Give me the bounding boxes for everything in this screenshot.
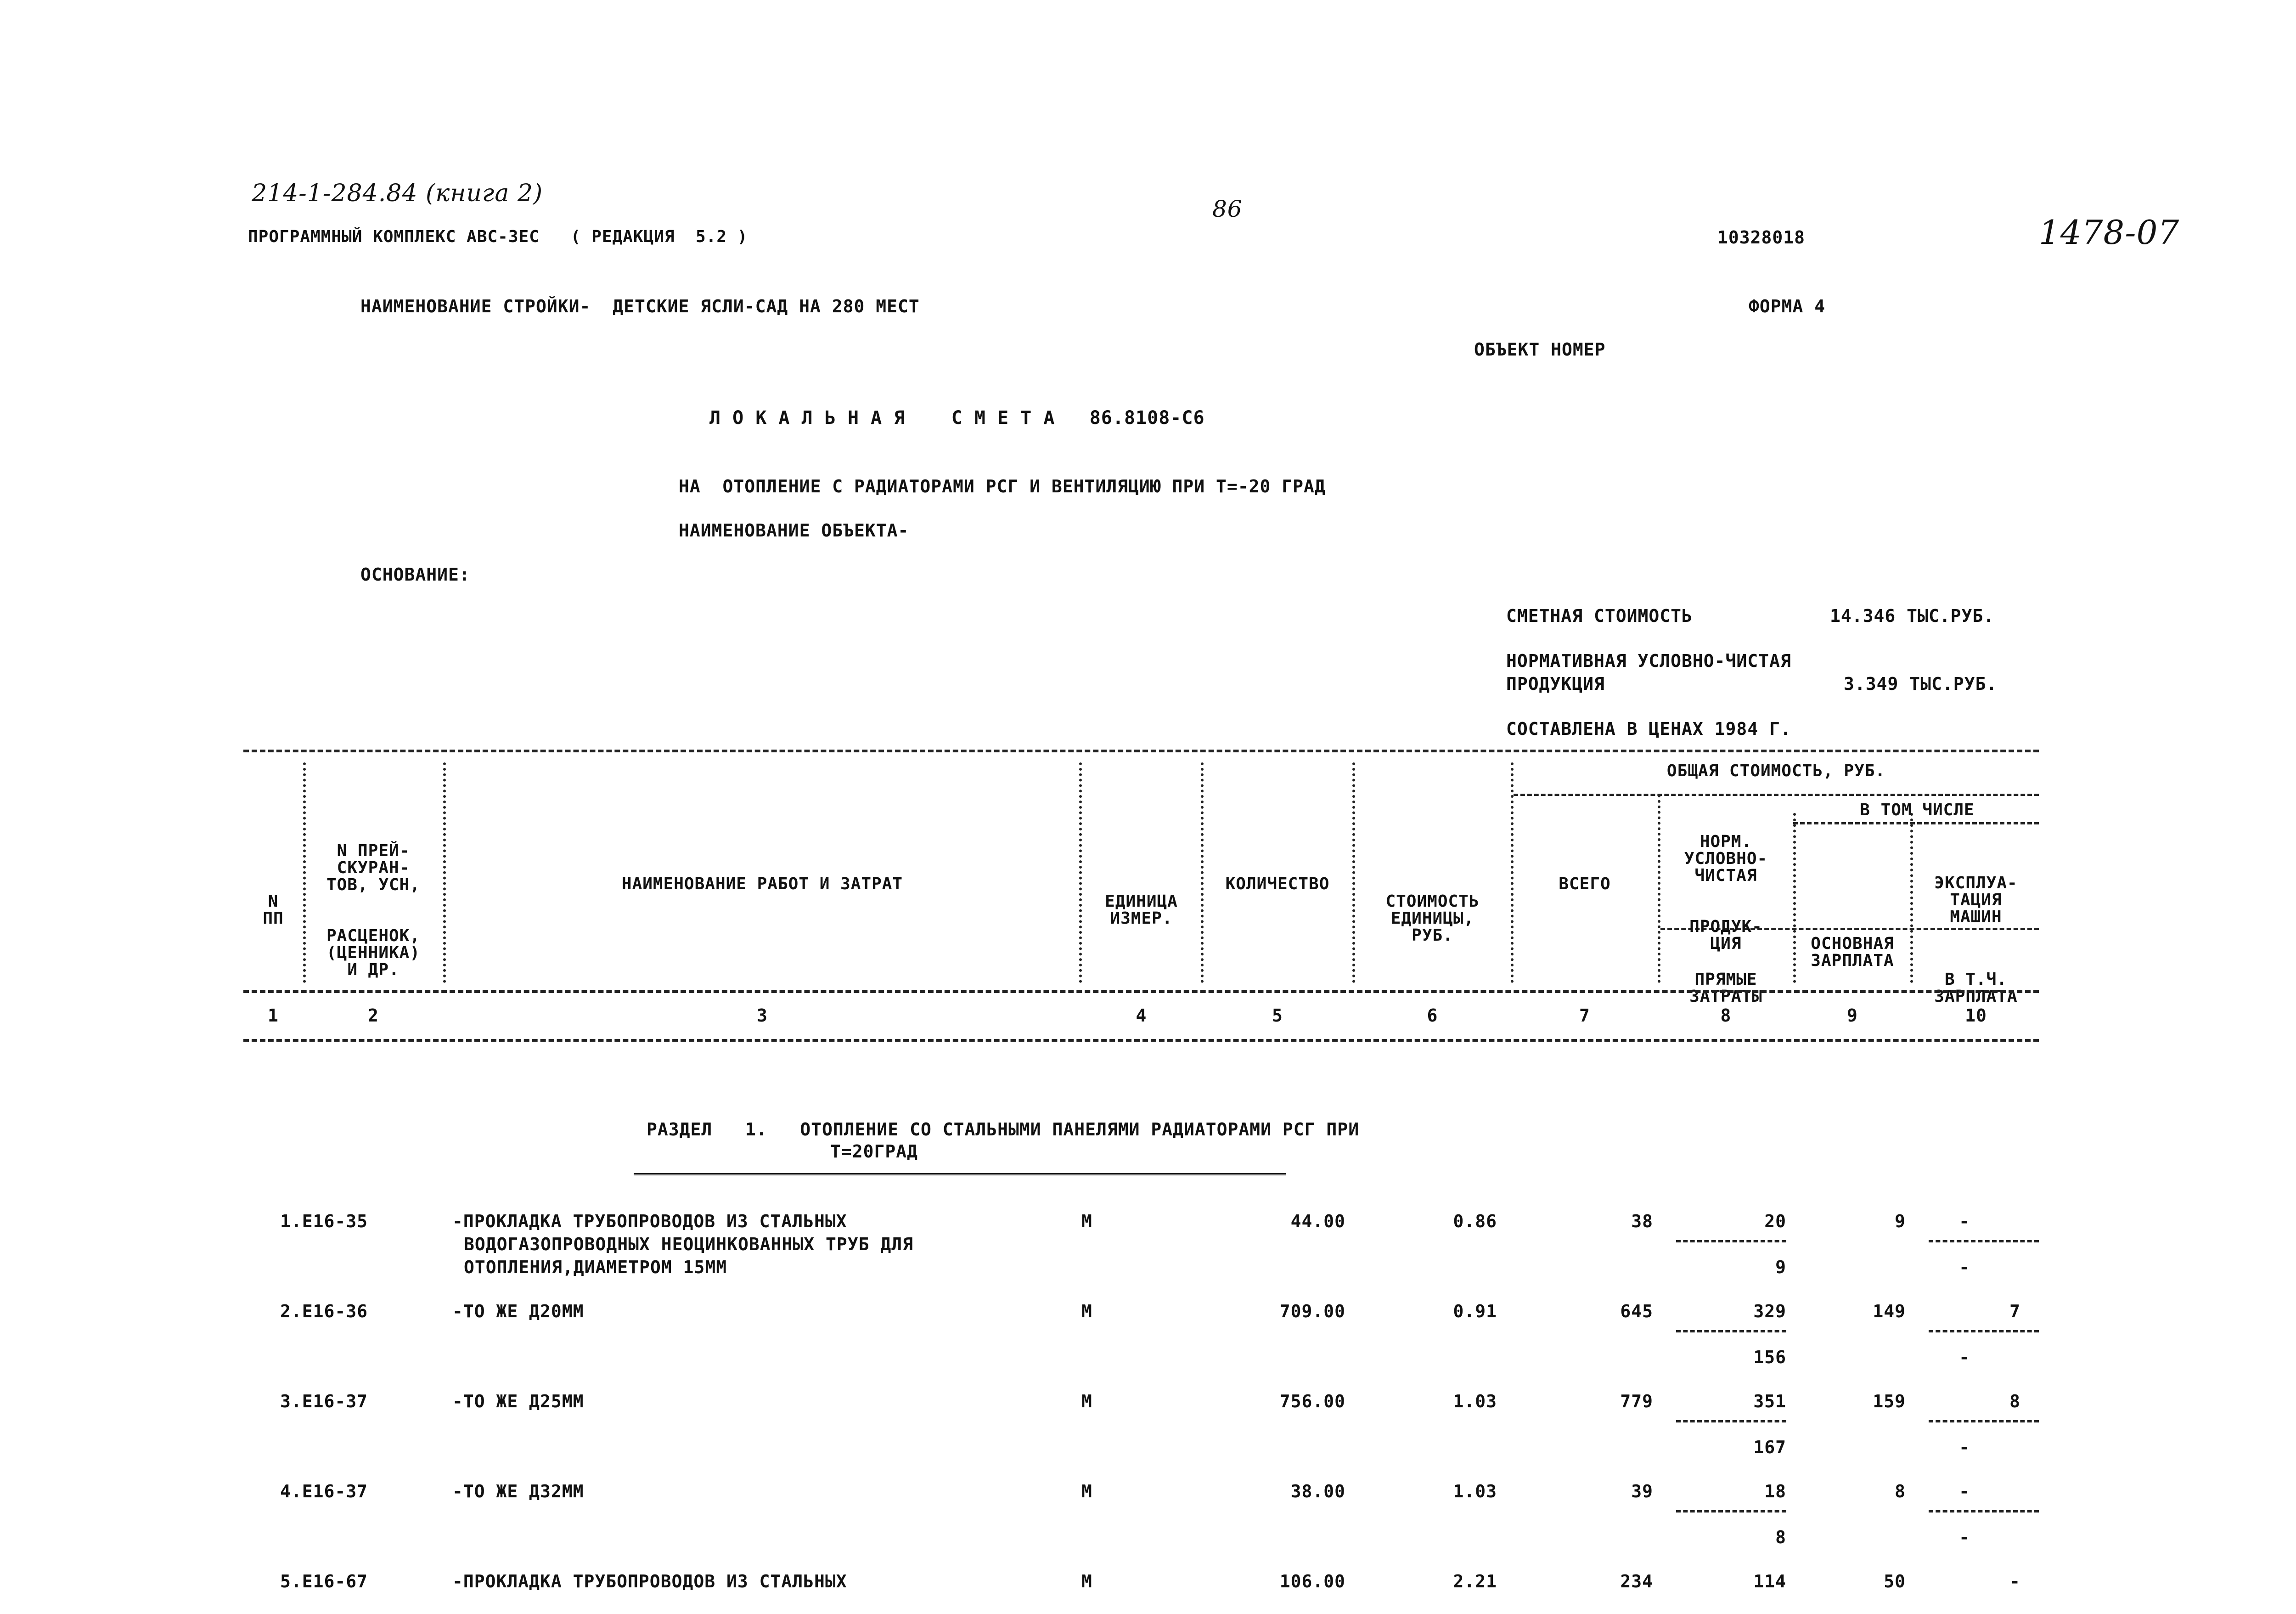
total: 39 xyxy=(1631,1481,1653,1501)
cell-divider xyxy=(1929,1240,2039,1242)
unit-price: 1.03 xyxy=(1453,1481,1497,1501)
base-wage: 8 xyxy=(1895,1481,1906,1501)
project-name: НАИМЕНОВАНИЕ СТРОЙКИ- ДЕТСКИЕ ЯСЛИ-САД НА 280 МЕСТ xyxy=(360,296,920,316)
col-8-header: НОРМ. УСЛОВНО- ЧИСТАЯ ПРОДУК- ЦИЯ xyxy=(1684,832,1768,953)
row-number: 1.Е16-35 xyxy=(280,1211,368,1231)
work-name: -ПРОКЛАДКА ТРУБОПРОВОДОВ ИЗ СТАЛЬНЫХ xyxy=(452,1571,847,1591)
cell-divider xyxy=(1929,1510,2039,1512)
col-number: 10 xyxy=(1965,1005,1987,1026)
total: 779 xyxy=(1620,1391,1653,1411)
direct-costs: 156 xyxy=(1753,1347,1786,1367)
cell-divider xyxy=(1676,1420,1786,1422)
quantity: 756.00 xyxy=(1279,1391,1345,1411)
cell-divider xyxy=(1929,1330,2039,1332)
in-that-header: В ТОМ ЧИСЛЕ xyxy=(1860,801,1975,819)
unit: М xyxy=(1081,1571,1092,1591)
normative-product: 20 xyxy=(1764,1211,1786,1231)
col-7-header: ВСЕГО xyxy=(1559,875,1611,893)
unit: М xyxy=(1081,1391,1092,1411)
work-name: ОТОПЛЕНИЯ,ДИАМЕТРОМ 15ММ xyxy=(464,1257,727,1277)
col-divider xyxy=(1201,762,1204,983)
machine-wage: - xyxy=(1959,1527,1970,1547)
unit-price: 1.03 xyxy=(1453,1391,1497,1411)
col-1-header: N ПП xyxy=(263,892,284,928)
base-wage: 9 xyxy=(1895,1211,1906,1231)
normative-product: 329 xyxy=(1753,1301,1786,1321)
col-number: 2 xyxy=(368,1005,379,1026)
object-name-label: НАИМЕНОВАНИЕ ОБЪЕКТА- xyxy=(679,520,909,541)
col-number: 4 xyxy=(1136,1005,1147,1026)
row-number: 4.Е16-37 xyxy=(280,1481,368,1501)
col-5-header: КОЛИЧЕСТВО xyxy=(1225,875,1330,893)
base-wage: 159 xyxy=(1873,1391,1906,1411)
cell-divider xyxy=(1676,1510,1786,1512)
normative-product: 351 xyxy=(1753,1391,1786,1411)
section-title-continued: Т=20ГРАД xyxy=(830,1141,918,1162)
estimated-cost-value: 14.346 ТЫС.РУБ. xyxy=(1830,606,1995,626)
col-number: 9 xyxy=(1847,1005,1858,1026)
unit-price: 0.86 xyxy=(1453,1211,1497,1231)
unit: М xyxy=(1081,1481,1092,1501)
normative-product: 18 xyxy=(1764,1481,1786,1501)
work-name: -ТО ЖЕ Д20ММ xyxy=(452,1301,584,1321)
form-label: ФОРМА 4 xyxy=(1749,296,1826,316)
object-number-label: ОБЪЕКТ НОМЕР xyxy=(1474,339,1606,360)
section-underline xyxy=(634,1173,1286,1177)
header-bottom-border xyxy=(243,990,2039,993)
unit-price: 2.21 xyxy=(1453,1571,1497,1591)
quantity: 38.00 xyxy=(1290,1481,1345,1501)
machine-cost: - xyxy=(2009,1571,2020,1591)
col-number: 8 xyxy=(1720,1005,1732,1026)
cell-divider xyxy=(1676,1330,1786,1332)
col-number: 6 xyxy=(1427,1005,1438,1026)
document-title: Л О К А Л Ь Н А Я С М Е Т А 86.8108-С6 xyxy=(709,407,1205,429)
row-number: 3.Е16-37 xyxy=(280,1391,368,1411)
normative-product: 114 xyxy=(1753,1571,1786,1591)
normative-label-2: ПРОДУКЦИЯ xyxy=(1506,674,1605,694)
program-label: ПРОГРАММНЫЙ КОМПЛЕКС АВС-ЗЕС ( РЕДАКЦИЯ 5.2 ) xyxy=(248,227,748,246)
header-sub-rule xyxy=(1514,794,2039,796)
document-subtitle: НА ОТОПЛЕНИЕ С РАДИАТОРАМИ РСГ И ВЕНТИЛЯЦИЮ ПРИ Т=-20 ГРАД xyxy=(679,476,1326,497)
col-divider xyxy=(443,762,446,983)
document-code: 214-1-284.84 (книга 2) xyxy=(252,180,543,207)
base-wage: 149 xyxy=(1873,1301,1906,1321)
machine-wage: - xyxy=(1959,1347,1970,1367)
direct-costs: 9 xyxy=(1775,1257,1786,1277)
cell-divider xyxy=(1929,1420,2039,1422)
page-number: 86 xyxy=(1212,196,1243,222)
section-title: РАЗДЕЛ 1. ОТОПЛЕНИЕ СО СТАЛЬНЫМИ ПАНЕЛЯМИ РАДИАТОРАМИ РСГ ПРИ xyxy=(647,1119,1360,1140)
work-name: -ТО ЖЕ Д32ММ xyxy=(452,1481,584,1501)
row-number: 5.Е16-67 xyxy=(280,1571,368,1591)
cell-divider xyxy=(1676,1240,1786,1242)
unit: М xyxy=(1081,1211,1092,1231)
normative-label-1: НОРМАТИВНАЯ УСЛОВНО-ЧИСТАЯ xyxy=(1506,651,1791,671)
work-name: -ПРОКЛАДКА ТРУБОПРОВОДОВ ИЗ СТАЛЬНЫХ xyxy=(452,1211,847,1231)
col-10b-header: В Т.Ч. ЗАРПЛАТА xyxy=(1934,970,2018,1006)
machine-wage: - xyxy=(1959,1257,1970,1277)
table-top-border xyxy=(243,750,2039,752)
machine-cost: - xyxy=(1959,1211,1970,1231)
total-cost-header: ОБЩАЯ СТОИМОСТЬ, РУБ. xyxy=(1666,762,1886,780)
col-2-header: N ПРЕЙ- СКУРАН- ТОВ, УСН, РАСЦЕНОК, (ЦЕННИКА) И ДР. xyxy=(326,841,421,979)
base-wage: 50 xyxy=(1884,1571,1906,1591)
machine-wage: - xyxy=(1959,1437,1970,1457)
col-9-header: ОСНОВНАЯ ЗАРПЛАТА xyxy=(1811,934,1894,970)
normative-value: 3.349 ТЫС.РУБ. xyxy=(1844,674,1998,694)
col-number: 7 xyxy=(1579,1005,1590,1026)
row-number: 2.Е16-36 xyxy=(280,1301,368,1321)
quantity: 106.00 xyxy=(1279,1571,1345,1591)
archive-stamp: 1478-07 xyxy=(2039,213,2180,252)
col-4-header: ЕДИНИЦА ИЗМЕР. xyxy=(1105,892,1178,928)
col-divider xyxy=(1352,762,1355,983)
machine-cost: 7 xyxy=(2009,1301,2020,1321)
total: 38 xyxy=(1631,1211,1653,1231)
work-name: ВОДОГАЗОПРОВОДНЫХ НЕОЦИНКОВАННЫХ ТРУБ ДЛЯ xyxy=(464,1234,913,1254)
document-id: 10328018 xyxy=(1717,227,1806,248)
unit-price: 0.91 xyxy=(1453,1301,1497,1321)
col-divider xyxy=(303,762,306,983)
direct-costs: 8 xyxy=(1775,1527,1786,1547)
col-8b-header: ПРЯМЫЕ ЗАТРАТЫ xyxy=(1689,970,1762,1006)
estimated-cost-label: СМЕТНАЯ СТОИМОСТЬ xyxy=(1506,606,1693,626)
basis-label: ОСНОВАНИЕ: xyxy=(360,564,470,585)
machine-cost: 8 xyxy=(2009,1391,2020,1411)
unit: М xyxy=(1081,1301,1092,1321)
col-number: 3 xyxy=(757,1005,768,1026)
quantity: 709.00 xyxy=(1279,1301,1345,1321)
col-3-header: НАИМЕНОВАНИЕ РАБОТ И ЗАТРАТ xyxy=(621,875,903,893)
numbers-bottom-border xyxy=(243,1039,2039,1042)
direct-costs: 167 xyxy=(1753,1437,1786,1457)
work-name: -ТО ЖЕ Д25ММ xyxy=(452,1391,584,1411)
header-sub-rule xyxy=(1793,822,2039,824)
price-basis: СОСТАВЛЕНА В ЦЕНАХ 1984 Г. xyxy=(1506,719,1791,739)
col-number: 1 xyxy=(268,1005,279,1026)
col-6-header: СТОИМОСТЬ ЕДИНИЦЫ, РУБ. xyxy=(1385,892,1480,945)
col-number: 5 xyxy=(1272,1005,1283,1026)
total: 234 xyxy=(1620,1571,1653,1591)
col-divider xyxy=(1079,762,1082,983)
col-10-header: ЭКСПЛУА- ТАЦИЯ МАШИН xyxy=(1934,874,2018,926)
machine-cost: - xyxy=(1959,1481,1970,1501)
quantity: 44.00 xyxy=(1290,1211,1345,1231)
total: 645 xyxy=(1620,1301,1653,1321)
